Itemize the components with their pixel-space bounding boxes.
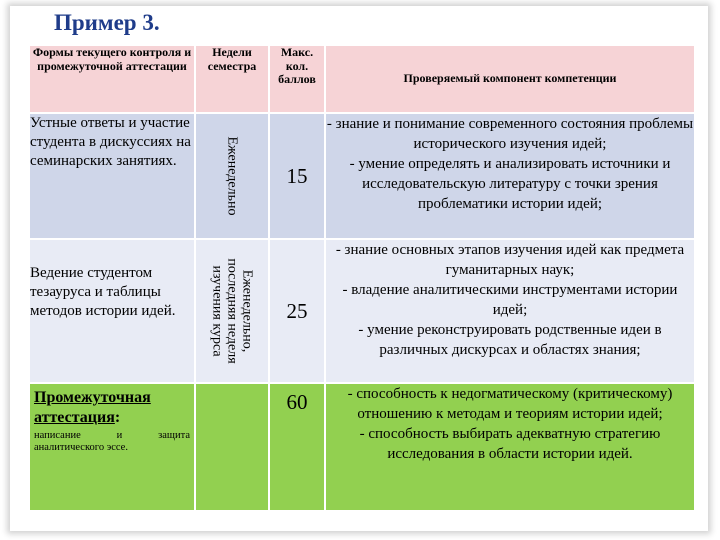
page-title: Пример 3. bbox=[54, 10, 160, 35]
component-cell bbox=[325, 113, 695, 239]
component-cell bbox=[325, 239, 695, 383]
form-cell bbox=[29, 383, 195, 511]
header-weeks: Недели семестра bbox=[195, 45, 269, 113]
component-line: - способность выбирать адекватную стратегию исследования в области истории идей. bbox=[359, 426, 661, 462]
component-line: - владение аналитическими инструментами истории идей; bbox=[342, 282, 678, 318]
attestation-title: Промежуточная аттестация: bbox=[34, 389, 151, 426]
component-line: - способность к недогматическому (критическому) отношению к методам и теориям истории идей; bbox=[347, 386, 673, 422]
component-cell bbox=[325, 383, 695, 511]
weeks-cell bbox=[195, 239, 269, 383]
header-component: Проверяемый компонент компетенции bbox=[325, 45, 695, 113]
attestation-desc: написание и защита аналитического эссе. bbox=[34, 430, 190, 453]
form-cell: Устные ответы и участие студента в дискуссиях на семинарских занятиях. bbox=[29, 113, 195, 239]
header-row bbox=[29, 45, 695, 113]
weeks-text: Еженедельно bbox=[224, 136, 240, 216]
score-cell: 60 bbox=[269, 383, 325, 511]
component-line: - умение определять и анализировать источники и исследовательскую литературу с точки зрения проблематики истории идей; bbox=[349, 156, 671, 212]
table-row bbox=[29, 239, 695, 383]
header-max-points: Макс. кол. баллов bbox=[269, 45, 325, 113]
table-row bbox=[29, 113, 695, 239]
weeks-text: Еженедельно, последняя неделя изучения курса bbox=[209, 258, 255, 364]
competence-table bbox=[28, 44, 696, 512]
score-cell: 15 bbox=[269, 113, 325, 239]
table-row bbox=[29, 383, 695, 511]
score-cell: 25 bbox=[269, 239, 325, 383]
form-cell: Ведение студентом тезауруса и таблицы методов истории идей. bbox=[29, 239, 195, 383]
weeks-cell bbox=[195, 383, 269, 511]
header-forms: Формы текущего контроля и промежуточной аттестации bbox=[29, 45, 195, 113]
weeks-cell bbox=[195, 113, 269, 239]
component-line: - знание основных этапов изучения идей как предмета гуманитарных наук; bbox=[335, 242, 685, 278]
component-line: - умение реконструировать родственные идеи в различных дискурсах и областях знания; bbox=[358, 322, 662, 358]
component-line: - знание и понимание современного состояния проблемы исторического изучения идей; bbox=[326, 116, 694, 152]
